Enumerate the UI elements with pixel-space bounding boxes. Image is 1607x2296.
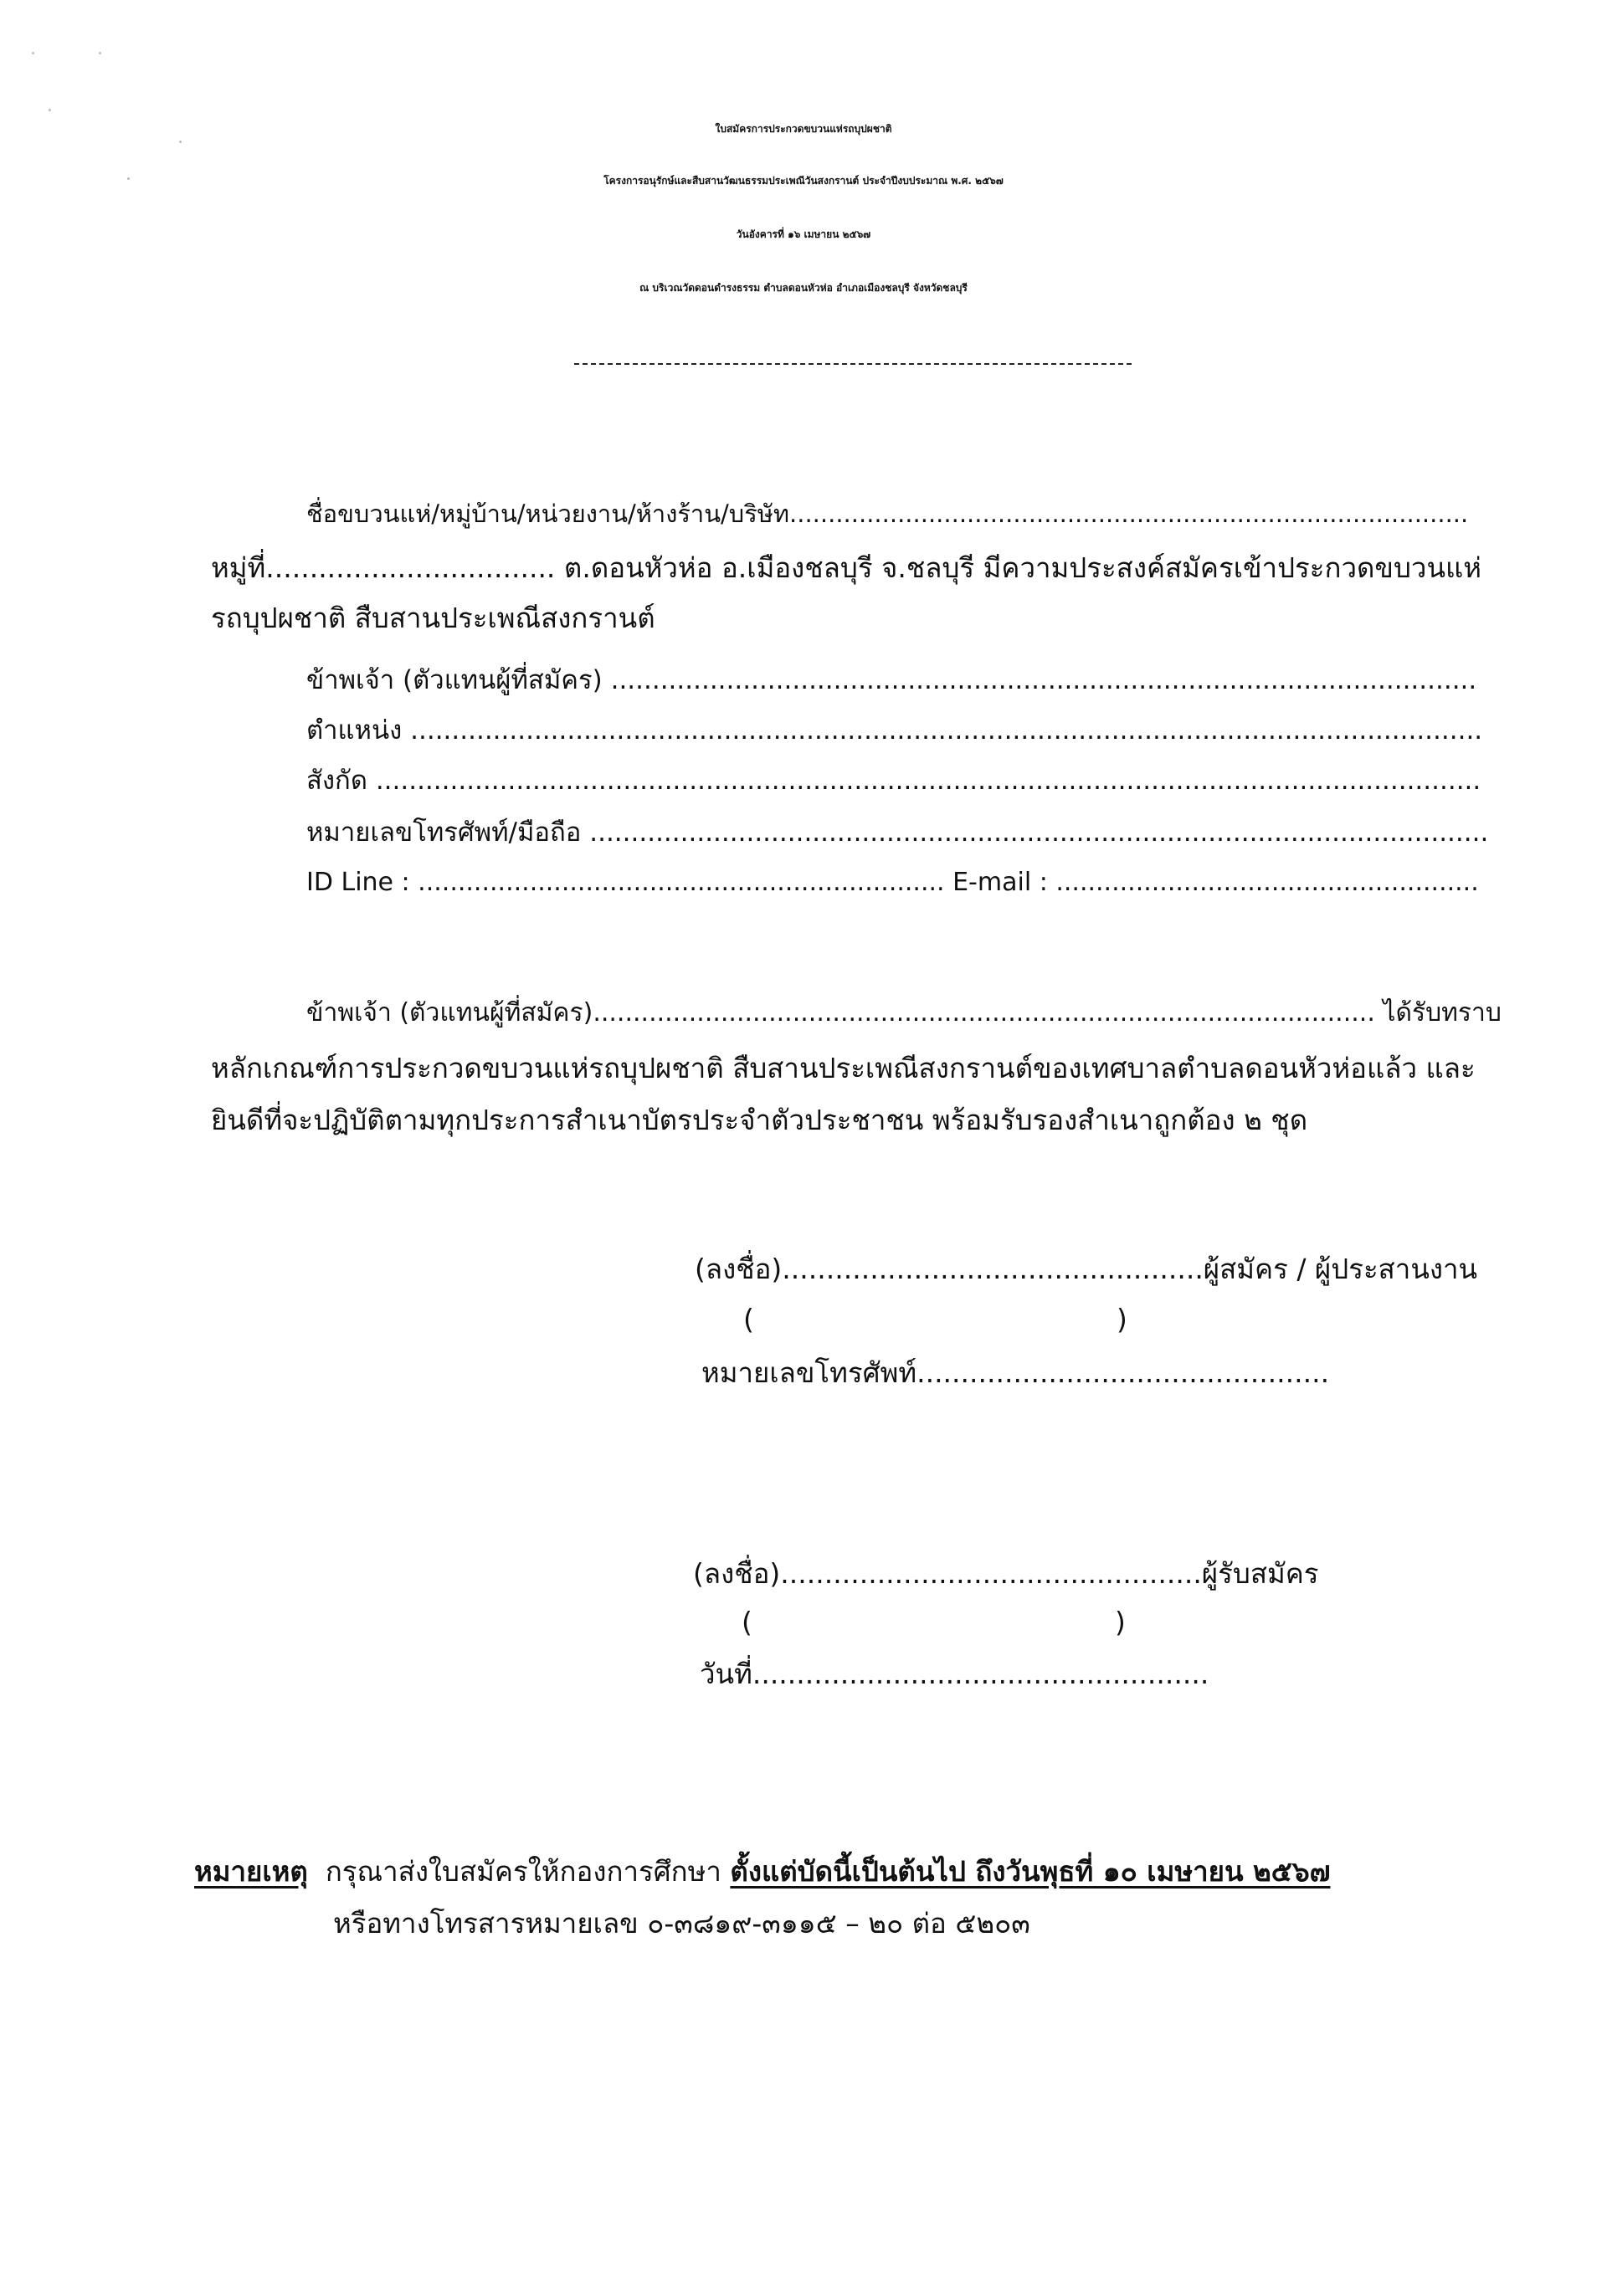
- header-divider: [574, 363, 1132, 365]
- representative-field[interactable]: ข้าพเจ้า (ตัวแทนผู้ที่สมัคร) .........................................................................................................: [306, 665, 1477, 695]
- line-email-field[interactable]: ID Line : .................................................................. E-mail : .....................................................: [306, 868, 1479, 897]
- scan-speck: [99, 52, 101, 54]
- applicant-signature-field[interactable]: (ลงชื่อ)................................................ผู้สมัคร / ผู้ประสานงาน: [695, 1253, 1478, 1285]
- event-date: วันอังคารที่ ๑๖ เมษายน ๒๕๖๗: [736, 228, 871, 240]
- receiver-name-paren-close: ): [1115, 1606, 1126, 1638]
- note-text: กรุณาส่งใบสมัครให้กองการศึกษา: [325, 1855, 721, 1888]
- phone-field[interactable]: หมายเลขโทรศัพท์/มือถือ .............................................................................................................: [306, 817, 1489, 848]
- applicant-phone-field[interactable]: หมายเลขโทรศัพท์...............................................: [701, 1356, 1330, 1389]
- scan-speck: [179, 141, 182, 143]
- note-label: หมายเหตุ: [194, 1855, 308, 1888]
- fax-number: หรือทางโทรสารหมายเลข ๐-๓๘๑๙-๓๑๑๕ – ๒๐ ต่อ ๕๒๐๓: [333, 1907, 1030, 1940]
- note-deadline: ตั้งแต่บัดนี้เป็นต้นไป ถึงวันพุธที่ ๑๐ เมษายน ๒๕๖๗: [730, 1855, 1331, 1888]
- form-title: ใบสมัครการประกวดขบวนแห่รถบุปผชาติ: [715, 123, 892, 135]
- village-number-field[interactable]: หมู่ที่................................. ต.ดอนหัวห่อ อ.เมืองชลบุรี จ.ชลบุรี มีความประสงค์สมัครเข้าประกวดขบวนแห่: [211, 551, 1482, 584]
- village-line-continuation: รถบุปผชาติ สืบสานประเพณีสงกรานต์: [211, 602, 655, 634]
- receiver-signature-field[interactable]: (ลงชื่อ)................................................ผู้รับสมัคร: [693, 1557, 1319, 1590]
- project-name: โครงการอนุรักษ์และสืบสานวัฒนธรรมประเพณีวันสงกรานต์ ประจำปีงบประมาณ พ.ศ. ๒๕๖๗: [603, 175, 1004, 187]
- affiliation-field[interactable]: สังกัด ......................................................................................................................................: [306, 766, 1481, 796]
- declaration-text: ยินดีที่จะปฏิบัติตามทุกประการสำเนาบัตรประจำตัวประชาชน พร้อมรับรองสำเนาถูกต้อง ๒ ชุด: [211, 1104, 1308, 1136]
- declaration-text: หลักเกณฑ์การประกวดขบวนแห่รถบุปผชาติ สืบสานประเพณีสงกรานต์ของเทศบาลตำบลดอนหัวห่อแล้ว และ: [211, 1052, 1476, 1084]
- scan-speck: [49, 109, 51, 111]
- event-location: ณ บริเวณวัดดอนดำรงธรรม ตำบลดอนหัวห่อ อำเภอเมืองชลบุรี จังหวัดชลบุรี: [639, 282, 968, 294]
- applicant-name-paren-open: (: [743, 1303, 754, 1335]
- procession-name-field[interactable]: ชื่อขบวนแห่/หมู่บ้าน/หน่วยงาน/ห้างร้าน/บริษัท........................................................................................: [306, 500, 1469, 528]
- position-field[interactable]: ตำแหน่ง ..................................................................................................................................: [306, 715, 1483, 746]
- receiver-date-field[interactable]: วันที่....................................................: [700, 1658, 1209, 1690]
- applicant-name-paren-close: ): [1117, 1303, 1127, 1335]
- declaration-representative-field[interactable]: ข้าพเจ้า (ตัวแทนผู้ที่สมัคร).................................................................................................. ได้รับทราบ: [306, 998, 1502, 1028]
- note-line: [194, 1855, 1331, 1888]
- scan-speck: [32, 52, 34, 54]
- receiver-name-paren-open: (: [742, 1606, 752, 1638]
